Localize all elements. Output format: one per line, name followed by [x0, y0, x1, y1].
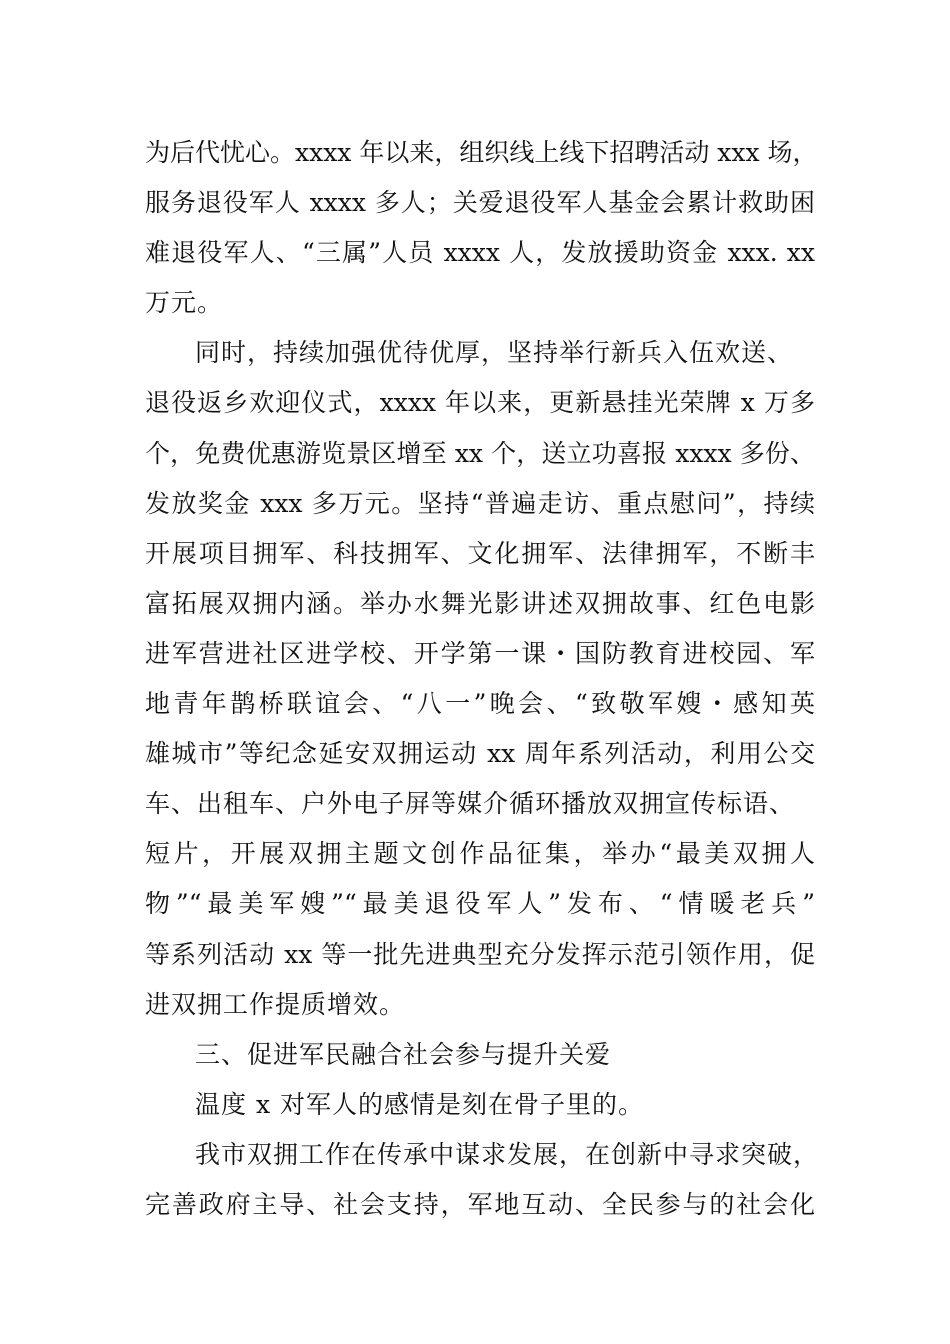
text-line-17: 等系列活动 xx 等一批先进典型充分发挥示范引领作用，促 — [145, 939, 815, 969]
text-line-13: 雄城市”等纪念延安双拥运动 xx 周年系列活动，利用公交 — [145, 739, 815, 769]
text-line-3: 难退役军人、“三属”人员 xxxx 人，发放援助资金 xxx. xx — [145, 238, 815, 268]
text-line-1: 为后代忧心。xxxx 年以来，组织线上线下招聘活动 xxx 场， — [145, 138, 818, 167]
text-line-12: 地青年鹊桥联谊会、“八一”晚会、“致敬军嫂・感知英 — [145, 689, 815, 719]
text-line-8: 发放奖金 xxx 多万元。坚持“普遍走访、重点慰问”，持续 — [145, 488, 815, 518]
text-line-5: 同时，持续加强优待优厚，坚持举行新兵入伍欢送、 — [195, 338, 794, 368]
text-line-10: 富拓展双拥内涵。举办水舞光影讲述双拥故事、红色电影 — [145, 588, 815, 618]
section-heading: 三、促进军民融合社会参与提升关爱 — [195, 1039, 612, 1069]
text-line-9: 开展项目拥军、科技拥军、文化拥军、法律拥军，不断丰 — [145, 538, 815, 568]
text-line-21: 我市双拥工作在传承中谋求发展，在创新中寻求突破， — [195, 1139, 820, 1169]
text-line-20: 温度 x 对军人的感情是刻在骨子里的。 — [195, 1089, 644, 1119]
text-line-14: 车、出租车、户外电子屏等媒介循环播放双拥宣传标语、 — [145, 789, 796, 819]
text-line-7: 个，免费优惠游览景区增至 xx 个，送立功喜报 xxxx 多份、 — [145, 438, 815, 468]
text-line-15: 短片，开展双拥主题文创作品征集，举办“最美双拥人 — [145, 839, 815, 869]
text-line-18: 进双拥工作提质增效。 — [145, 989, 406, 1019]
text-line-4: 万元。 — [145, 288, 224, 318]
text-line-16: 物”“最美军嫂”“最美退役军人”发布、“情暖老兵” — [145, 889, 815, 919]
text-line-2: 服务退役军人 xxxx 多人；关爱退役军人基金会累计救助困 — [145, 188, 815, 218]
text-line-11: 进军营进社区进学校、开学第一课・国防教育进校园、军 — [145, 638, 815, 668]
text-line-22: 完善政府主导、社会支持，军地互动、全民参与的社会化 — [145, 1189, 815, 1219]
text-line-6: 退役返乡欢迎仪式，xxxx 年以来，更新悬挂光荣牌 x 万多 — [145, 388, 815, 418]
document-body — [145, 128, 820, 1230]
